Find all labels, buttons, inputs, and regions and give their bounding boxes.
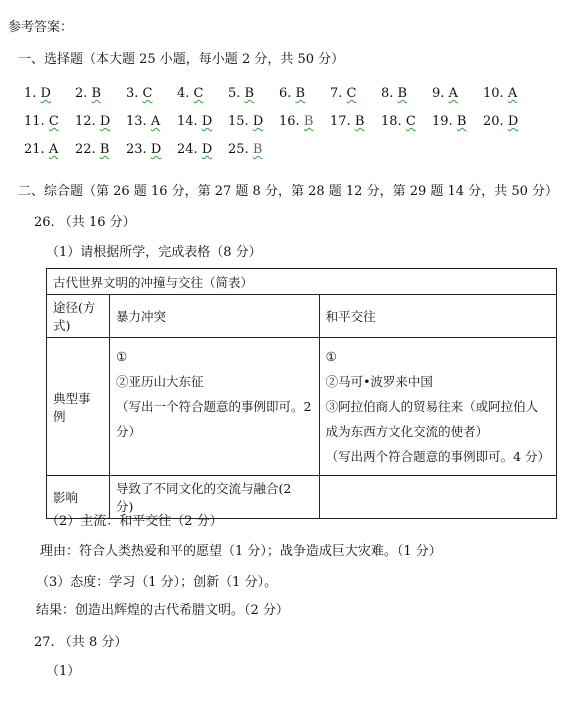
choice-item: 3. C: [126, 86, 153, 101]
q26-result: 结果：创造出辉煌的古代希腊文明。（2 分）: [36, 603, 289, 618]
choice-item: 11. C: [24, 114, 59, 129]
q26-part2: （2）主流：和平交往（2 分）: [46, 514, 223, 529]
choice-item: 2. B: [75, 86, 102, 101]
table-cell-influence: 导致了不同文化的交流与融合(2 分): [109, 476, 319, 519]
choice-item: 4. C: [177, 86, 204, 101]
choice-row-3: [24, 142, 279, 157]
choice-item: 19. B: [432, 114, 467, 129]
choice-item: 12. D: [75, 114, 111, 129]
choice-item: 13. A: [126, 114, 161, 129]
choice-item: 1. D: [24, 86, 51, 101]
choice-row-1: [24, 86, 534, 101]
q26-label: 26. （共 16 分）: [34, 215, 136, 230]
choice-item: 16. B: [279, 114, 314, 129]
choice-item: 9. A: [432, 86, 458, 101]
choice-item: 21. A: [24, 142, 59, 157]
q26-part3: （3）态度：学习（1 分）；创新（1 分）。: [36, 575, 278, 590]
table-head-peace: 和平交往: [319, 295, 556, 338]
table-cell-peace-examples: ① ②马可•波罗来中国 ③阿拉伯商人的贸易往来（或阿拉伯人 成为东西方文化交流的使者） （写出两个符合题意的事例即可。4 分）: [319, 338, 556, 476]
table-head-method: 途径(方式): [47, 295, 110, 338]
choice-item: 7. C: [330, 86, 357, 101]
civilization-table: [46, 268, 557, 519]
choice-item: 22. B: [75, 142, 110, 157]
answer-heading: 参考答案：: [8, 20, 74, 35]
choice-item: 15. D: [228, 114, 264, 129]
q26-part1: （1）请根据所学，完成表格（8 分）: [46, 245, 262, 260]
q26-reason: 理由：符合人类热爱和平的愿望（1 分）；战争造成巨大灾难。（1 分）: [40, 544, 442, 559]
choice-item: 14. D: [177, 114, 213, 129]
choice-item: 5. B: [228, 86, 255, 101]
choice-item: 25. B: [228, 142, 263, 157]
table-row-label-influence: 影响: [47, 476, 110, 519]
q27-label: 27. （共 8 分）: [34, 635, 128, 650]
choice-item: 18. C: [381, 114, 416, 129]
table-caption: 古代世界文明的冲撞与交往（简表）: [47, 269, 557, 295]
choice-item: 24. D: [177, 142, 213, 157]
section1-title: 一、选择题（本大题 25 小题，每小题 2 分，共 50 分）: [18, 52, 345, 67]
choice-row-2: [24, 114, 534, 129]
section2-title: 二、综合题（第 26 题 16 分，第 27 题 8 分，第 28 题 12 分，第 29 题 14 分，共 50 分）: [18, 184, 558, 199]
choice-item: 8. B: [381, 86, 408, 101]
table-cell-empty: [319, 476, 556, 519]
choice-item: 20. D: [483, 114, 519, 129]
table-row-label-examples: 典型事例: [47, 338, 110, 476]
q27-part1: （1）: [46, 664, 81, 679]
choice-item: 17. B: [330, 114, 365, 129]
choice-item: 10. A: [483, 86, 518, 101]
choice-item: 6. B: [279, 86, 306, 101]
table-head-conflict: 暴力冲突: [109, 295, 319, 338]
choice-item: 23. D: [126, 142, 162, 157]
table-cell-conflict-examples: ① ②亚历山大东征 （写出一个符合题意的事例即可。2 分）: [109, 338, 319, 476]
